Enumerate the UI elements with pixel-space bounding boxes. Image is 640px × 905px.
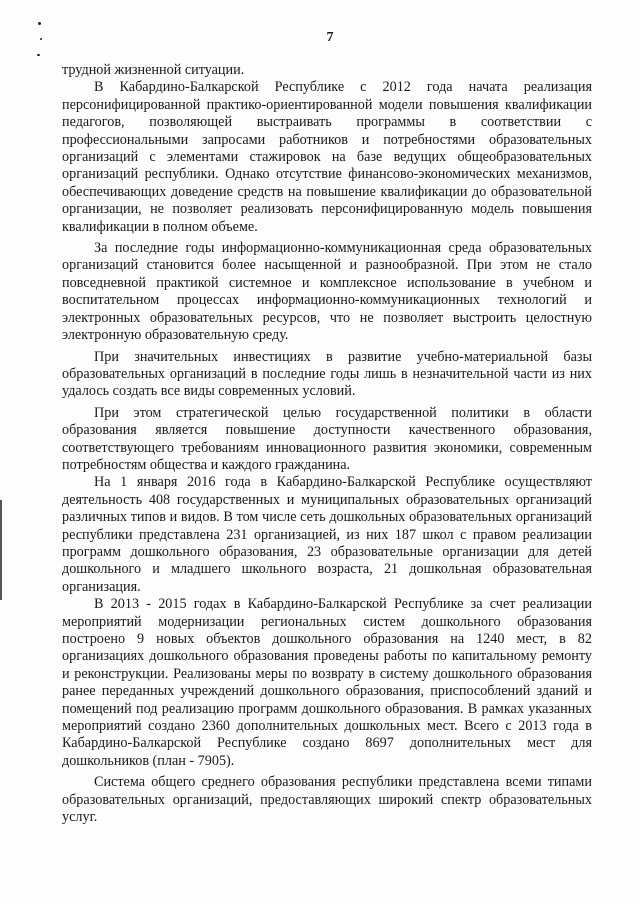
scan-speck xyxy=(38,22,41,25)
paragraph: В 2013 - 2015 годах в Кабардино-Балкарской Республике за счет реализации мероприятий модернизации региональных систем дошкольного образования построено 9 новых объектов дошкольного образования на 1240 мест, в 82 организациях дошкольного образования проведены работы по капитальному ремонту и реконструкции. Реализованы меры по возврату в систему дошкольного образования ранее переданных учреждений дошкольного образования, приспособлений зданий и помещений под реализацию программ дошкольного образования. В рамках указанных мероприятий создано 2360 дополнительных дошкольных мест. Всего с 2013 года в Кабардино-Балкарской Республике создано 8697 дополнительных мест для дошкольников (план - 7905). xyxy=(62,596,592,769)
scan-speck xyxy=(37,54,40,56)
page-number: 7 xyxy=(326,30,334,45)
paragraph: трудной жизненной ситуации. xyxy=(62,62,245,78)
paragraph: За последние годы информационно-коммуникационная среда образовательных организаций становится более насыщенной и разнообразной. При этом не стало повседневной практикой системное и комплексное использование в учебном и воспитательном процессах информационно-коммуникационных технологий и электронных образовательных ресурсов, что не позволяет выстроить целостную электронную образовательную среду. xyxy=(62,240,592,344)
paragraph: При значительных инвестициях в развитие учебно-материальной базы образовательных организаций в последние годы лишь в незначительной части из них удалось создать все виды современных условий. xyxy=(62,348,592,400)
paragraph: Система общего среднего образования республики представлена всеми типами образовательных организаций, предоставляющих широкий спектр образовательных услуг. xyxy=(62,774,592,826)
paragraph: На 1 января 2016 года в Кабардино-Балкарской Республике осуществляют деятельность 408 государственных и муниципальных образовательных организаций различных типов и видов. В том числе сеть дошкольных образовательных организаций республики представлена 231 организацией, из них 187 школ с правом реализации программ дошкольного образования, 23 образовательные организации для детей дошкольного и младшего школьного возраста, 21 дошкольная образовательная организация. xyxy=(62,474,592,595)
scan-edge-mark xyxy=(0,500,2,600)
paragraph: При этом стратегической целью государственной политики в области образования является повышение доступности качественного образования, соответствующего требованиям инновационного развития экономики, современным потребностям общества и каждого гражданина. xyxy=(62,404,592,473)
paragraph: В Кабардино-Балкарской Республике с 2012 года начата реализация персонифицированной практико-ориентированной модели повышения квалификации педагогов, позволяющей выстраивать программы в соответствии с профессиональными запросами работников и потребностями образовательных организаций с элементами стажировок на базе ведущих общеобразовательных организаций республики. Однако отсутствие финансово-экономических механизмов, обеспечивающих доведение средств на повышение квалификации до образовательной организации, не позволяет реализовать персонифицированную модель повышения квалификации в полном объеме. xyxy=(62,79,592,235)
body-text xyxy=(62,62,592,826)
